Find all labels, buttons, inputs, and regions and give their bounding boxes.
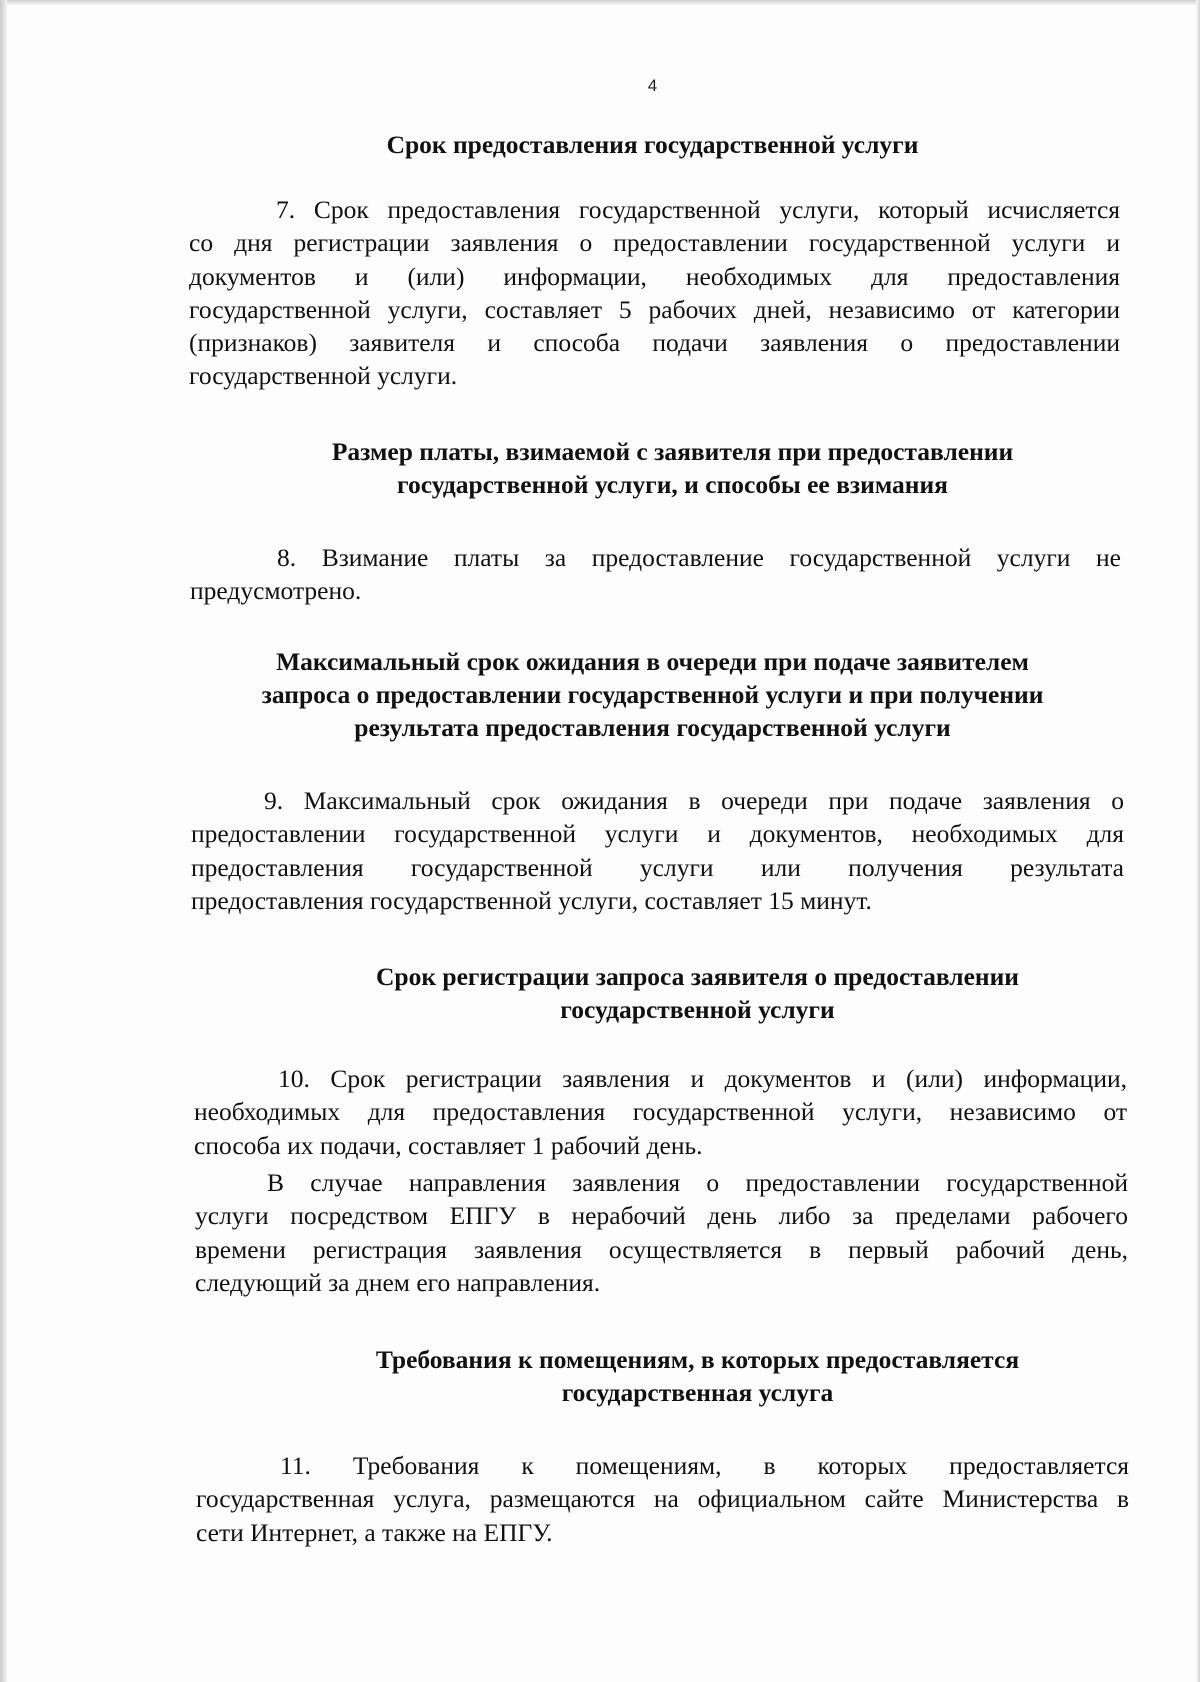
paragraph-line: предоставления государственной услуги, составляет 15 минут. xyxy=(191,885,872,915)
heading-line: запроса о предоставлении государственной услуги и при получении xyxy=(261,680,1044,709)
paragraph-line: предусмотрено. xyxy=(190,576,362,606)
page-number: 4 xyxy=(647,76,658,95)
heading-line: Срок предоставления государственной услуги xyxy=(386,130,919,159)
scan-edge-top xyxy=(0,0,1200,5)
heading-line: государственная услуга xyxy=(561,1378,834,1407)
paragraph-line: сети Интернет, а также на ЕПГУ. xyxy=(196,1517,553,1547)
section-heading-premises xyxy=(235,1343,1160,1409)
paragraph-line: необходимых для предоставления государственной услуги, независимо от xyxy=(194,1097,1127,1127)
section-heading-queue xyxy=(190,645,1115,744)
heading-line: Срок регистрации запроса заявителя о предоставлении xyxy=(375,962,1020,991)
section-heading-fee xyxy=(210,435,1135,501)
paragraph-line: 8. Взимание платы за предоставление государственной услуги не xyxy=(277,543,1121,572)
paragraph-9 xyxy=(191,784,1124,917)
paragraph-line: предоставления государственной услуги или получения результата xyxy=(191,852,1124,882)
paragraph-line: государственная услуга, размещаются на официальном сайте Министерства в xyxy=(196,1484,1129,1514)
paragraph-10 xyxy=(194,1062,1127,1162)
paragraph-line: услуги посредством ЕПГУ в нерабочий день либо за пределами рабочего xyxy=(195,1201,1128,1231)
scan-edge-right xyxy=(1196,0,1200,1682)
paragraph-line: 10. Срок регистрации заявления и документов и (или) информации, xyxy=(278,1064,1127,1093)
paragraph-line: документов и (или) информации, необходимых для предоставления xyxy=(189,261,1120,291)
paragraph-line: государственной услуги, составляет 5 рабочих дней, независимо от категории xyxy=(189,294,1120,324)
section-heading-registration xyxy=(235,960,1160,1026)
paragraph-7 xyxy=(189,193,1120,393)
paragraph-line: В случае направления заявления о предоставлении государственной xyxy=(267,1168,1128,1197)
paragraph-line: 7. Срок предоставления государственной услуги, который исчисляется xyxy=(276,195,1120,224)
section-heading-term xyxy=(190,128,1115,161)
paragraph-line: следующий за днем его направления. xyxy=(195,1267,601,1297)
paragraph-line: предоставлении государственной услуги и документов, необходимых для xyxy=(191,819,1124,849)
paragraph-line: способа их подачи, составляет 1 рабочий день. xyxy=(194,1130,703,1160)
paragraph-11 xyxy=(196,1449,1129,1549)
paragraph-line: 11. Требования к помещениям, в которых предоставляется xyxy=(280,1451,1129,1480)
heading-line: Размер платы, взимаемой с заявителя при предоставлении xyxy=(331,437,1014,466)
heading-line: Требования к помещениям, в которых предоставляется xyxy=(375,1345,1020,1374)
paragraph-line: 9. Максимальный срок ожидания в очереди при подаче заявления о xyxy=(264,786,1124,815)
paragraph-10-continued xyxy=(195,1166,1128,1299)
paragraph-line: со дня регистрации заявления о предоставлении государственной услуги и xyxy=(189,228,1120,258)
heading-line: государственной услуги xyxy=(560,995,835,1024)
heading-line: результата предоставления государственной услуги xyxy=(354,713,951,742)
paragraph-line: (признаков) заявителя и способа подачи заявления о предоставлении xyxy=(189,328,1120,358)
paragraph-line: времени регистрация заявления осуществляется в первый рабочий день, xyxy=(195,1234,1128,1264)
heading-line: государственной услуги, и способы ее взимания xyxy=(397,470,948,499)
heading-line: Максимальный срок ожидания в очереди при подаче заявителем xyxy=(276,647,1029,676)
paragraph-line: государственной услуги. xyxy=(189,361,458,391)
scan-edge-left xyxy=(0,0,7,1682)
paragraph-8 xyxy=(190,541,1121,608)
